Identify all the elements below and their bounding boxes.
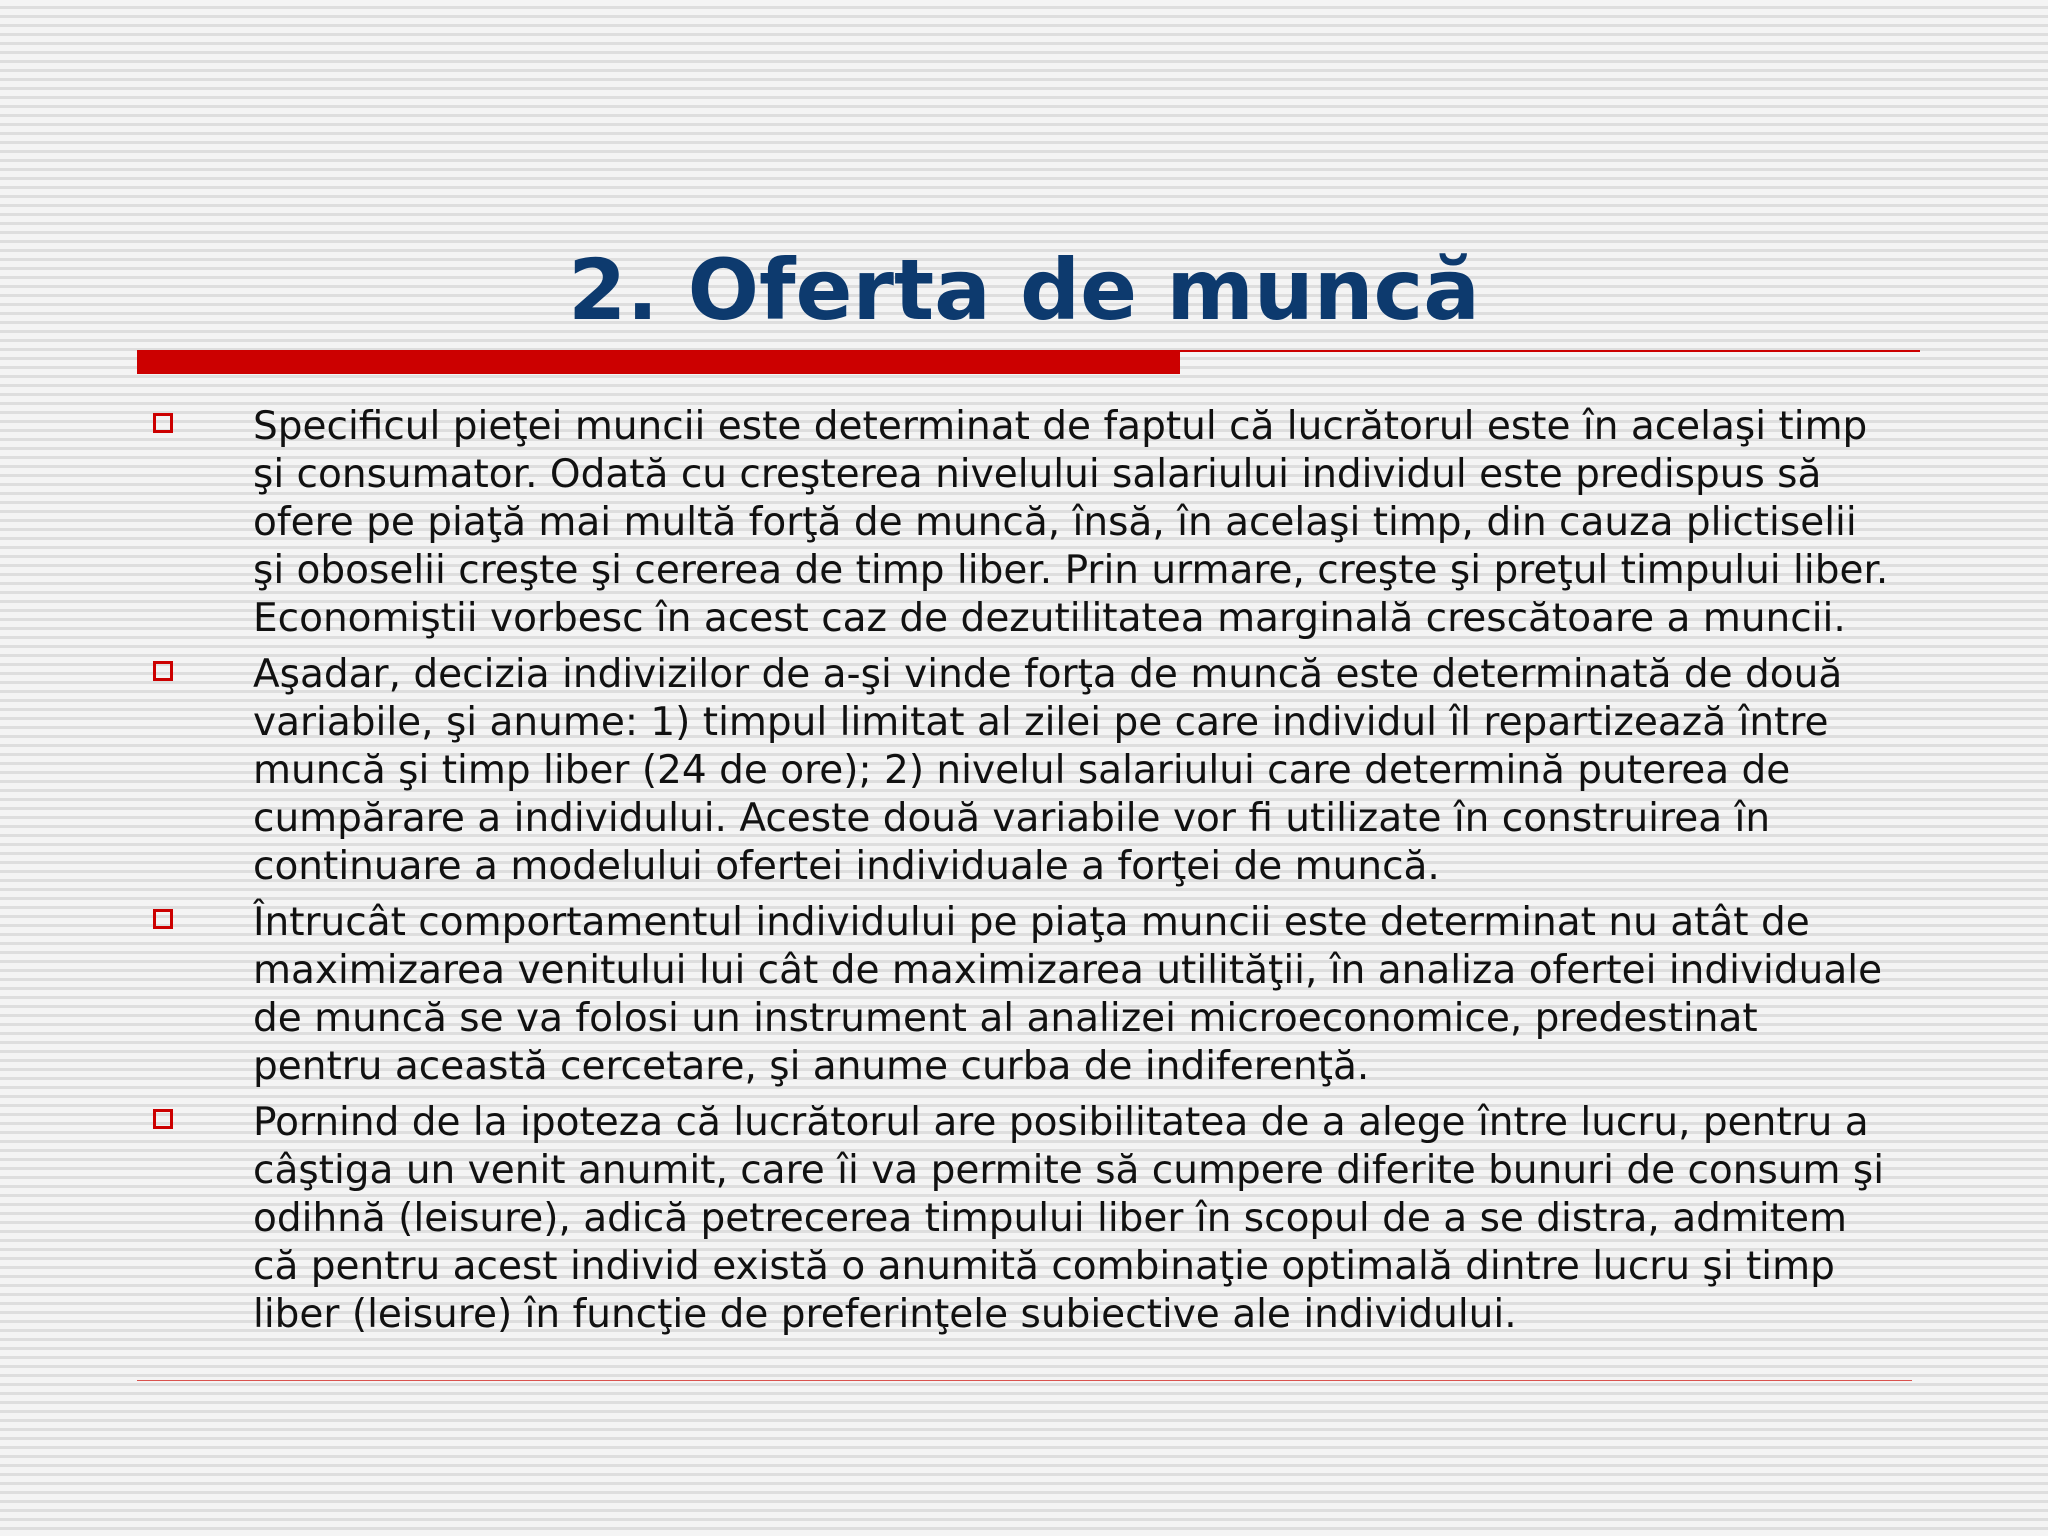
bullet-list: [0, 403, 2048, 1347]
hollow-square-icon: [153, 1109, 173, 1129]
footer-rule: [137, 1380, 1912, 1381]
list-item: [0, 651, 2048, 891]
title-underline-thin: [1180, 350, 1920, 352]
hollow-square-icon: [153, 661, 173, 681]
hollow-square-icon: [153, 413, 173, 433]
list-item: [0, 899, 2048, 1091]
hollow-square-icon: [153, 909, 173, 929]
bullet-text: Specificul pieţei muncii este determinat de faptul că lucrătorul este în acelaşi timp şi consumator. Odată cu creşterea nivelului salariului individul este predispus să ofere pe piaţă mai multă forţă de muncă, însă, în acelaşi timp, din cauza plictiselii şi oboselii creşte şi cererea de timp liber. Prin urmare, creşte şi preţul timpului liber. Economiştii vorbesc în acest caz de dezutilitatea marginală crescătoare a muncii.: [253, 404, 1889, 641]
list-item: [0, 1099, 2048, 1339]
slide-title: 2. Oferta de muncă: [568, 241, 1480, 339]
bullet-text: Aşadar, decizia indivizilor de a-şi vinde forţa de muncă este determinată de două variabile, şi anume: 1) timpul limitat al zilei pe care individul îl repartizează între muncă şi timp liber (24 de ore); 2) nivelul salariului care determină puterea de cumpărare a individului. Aceste două variabile vor fi utilizate în construirea în continuare a modelului ofertei individuale a forţei de muncă.: [253, 652, 1843, 889]
title-underline-thick: [137, 350, 1180, 374]
bullet-text: Pornind de la ipoteza că lucrătorul are posibilitatea de a alege între lucru, pentru a câştiga un venit anumit, care îi va permite să cumpere diferite bunuri de consum şi odihnă (leisure), adică petrecerea timpului liber în scopul de a se distra, admitem că pentru acest individ există o anumită combinaţie optimală dintre lucru şi timp liber (leisure) în funcţie de preferinţele subiective ale individului.: [253, 1100, 1885, 1337]
bullet-text: Întrucât comportamentul individului pe piaţa muncii este determinat nu atât de maximizarea venitului lui cât de maximizarea utilităţii, în analiza ofertei individuale de muncă se va folosi un instrument al analizei microeconomice, predestinat pentru această cercetare, şi anume curba de indiferenţă.: [253, 900, 1883, 1089]
list-item: [0, 403, 2048, 643]
